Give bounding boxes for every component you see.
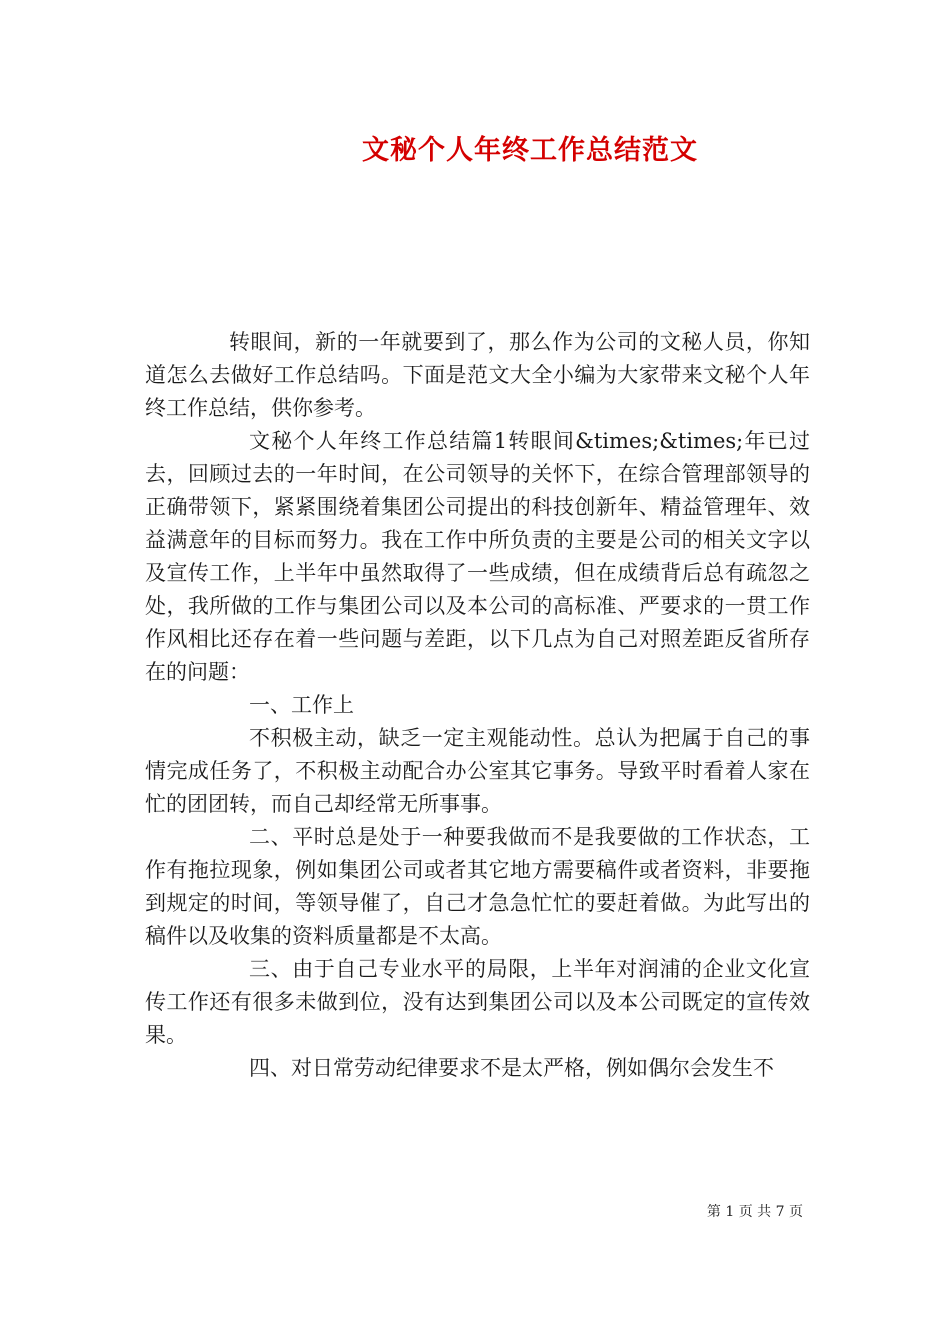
page-number: 第 1 页 共 7 页 (706, 1204, 803, 1220)
paragraph-point-3: 三、由于自己专业水平的局限，上半年对润浦的企业文化宣传工作还有很多未做到位，没有达到集团公司以及本公司既定的宣传效果。 (145, 957, 810, 1047)
document-title: 文秘个人年终工作总结范文 (362, 135, 698, 166)
paragraph-intro: 转眼间，新的一年就要到了，那么作为公司的文秘人员，你知道怎么去做好工作总结吗。下面是范文大全小编为大家带来文秘个人年终工作总结，供你参考。 (145, 330, 810, 420)
paragraph-section-1: 文秘个人年终工作总结篇1转眼间&times;&times;年已过去，回顾过去的一年时间，在公司领导的关怀下，在综合管理部领导的正确带领下，紧紧围绕着集团公司提出的科技创新年、精益管理年、效益满意年的目标而努力。我在工作中所负责的主要是公司的相关文字以及宣传工作，上半年中虽然取得了一些成绩，但在成绩背后总有疏忽之处，我所做的工作与集团公司以及本公司的高标准、严要求的一贯工作作风相比还存在着一些问题与差距，以下几点为自己对照差距反省所存在的问题： (145, 429, 810, 684)
paragraph-point-1: 不积极主动，缺乏一定主观能动性。总认为把属于自己的事情完成任务了，不积极主动配合办公室其它事务。导致平时看着人家在忙的团团转，而自己却经常无所事事。 (145, 726, 810, 816)
paragraph-point-4: 四、对日常劳动纪律要求不是太严格，例如偶尔会发生不 (249, 1056, 774, 1080)
document-body (145, 326, 810, 1085)
paragraph-heading-work: 一、工作上 (249, 693, 354, 717)
paragraph-point-2: 二、平时总是处于一种要我做而不是我要做的工作状态，工作有拖拉现象，例如集团公司或者其它地方需要稿件或者资料，非要拖到规定的时间，等领导催了，自己才急急忙忙的要赶着做。为此写出的稿件以及收集的资料质量都是不太高。 (145, 825, 810, 948)
